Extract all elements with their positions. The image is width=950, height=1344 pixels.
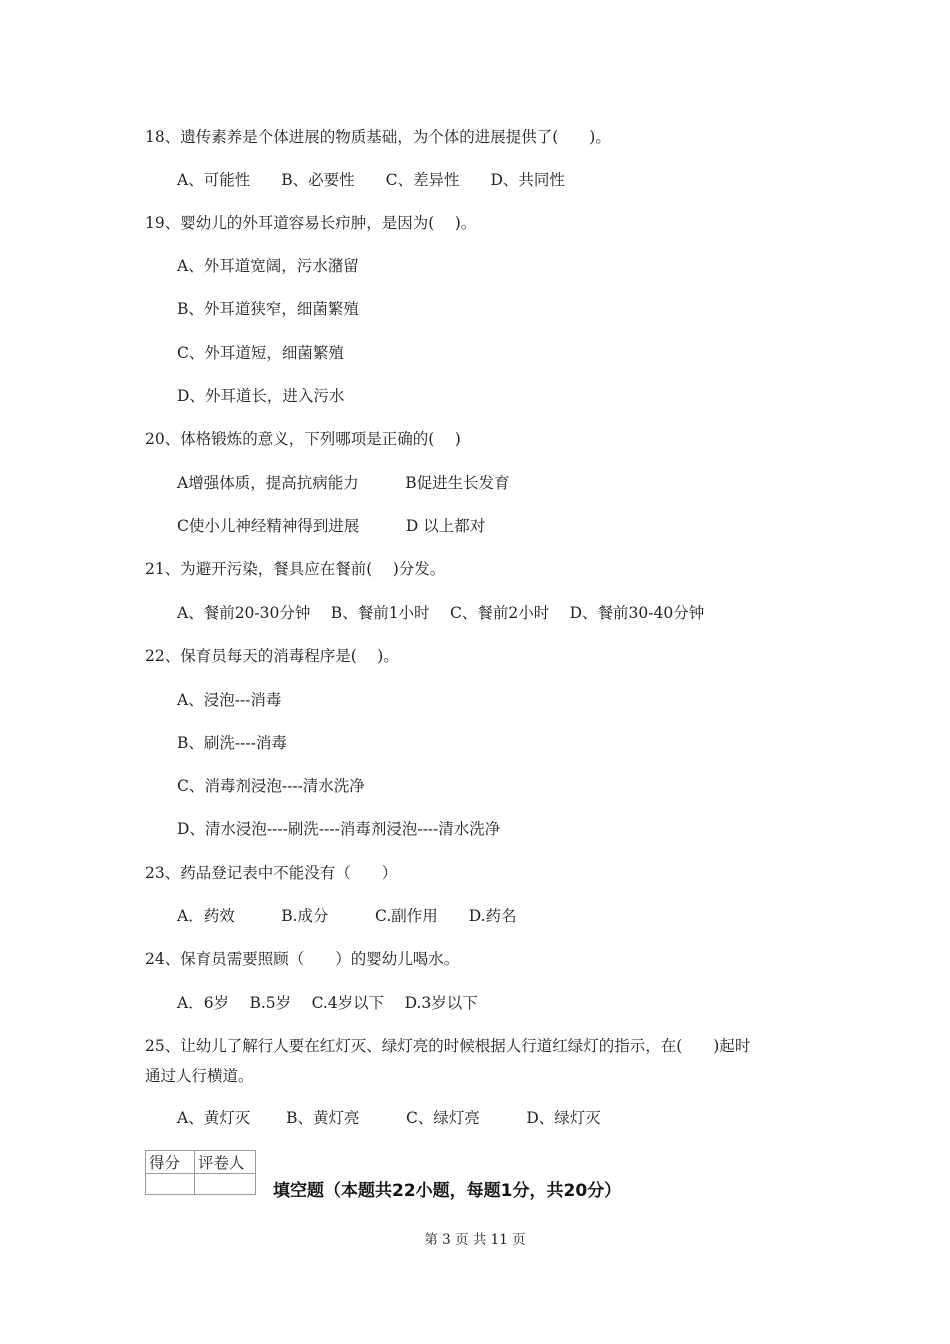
question-22-option-a: A、浸泡---消毒 bbox=[177, 691, 282, 709]
section-title: 填空题（本题共22小题，每题1分，共20分） bbox=[273, 1181, 622, 1201]
question-19-option-d: D、外耳道长，进入污水 bbox=[177, 387, 345, 405]
question-18-stem: 18、遗传素养是个体进展的物质基础，为个体的进展提供了( )。 bbox=[145, 128, 611, 146]
score-cell[interactable] bbox=[146, 1174, 195, 1195]
question-19-stem: 19、婴幼儿的外耳道容易长疖肿，是因为( )。 bbox=[145, 214, 477, 232]
score-header: 得分 bbox=[146, 1151, 195, 1174]
question-19-option-c: C、外耳道短，细菌繁殖 bbox=[177, 344, 344, 362]
page-footer: 第 3 页 共 11 页 bbox=[424, 1232, 526, 1248]
question-22-option-b: B、刷洗----消毒 bbox=[177, 734, 287, 752]
question-19-option-b: B、外耳道狭窄，细菌繁殖 bbox=[177, 300, 359, 318]
question-20-stem: 20、体格锻炼的意义，下列哪项是正确的( ) bbox=[145, 430, 461, 448]
question-22-option-d: D、清水浸泡----刷洗----消毒剂浸泡----清水洗净 bbox=[177, 820, 501, 838]
grader-cell[interactable] bbox=[195, 1174, 256, 1195]
grader-header: 评卷人 bbox=[195, 1151, 256, 1174]
question-20-options-cd: C使小儿神经精神得到进展 D 以上都对 bbox=[177, 517, 486, 535]
question-21-stem: 21、为避开污染，餐具应在餐前( )分发。 bbox=[145, 560, 446, 578]
score-table bbox=[145, 1150, 256, 1195]
question-19-option-a: A、外耳道宽阔，污水潴留 bbox=[177, 257, 359, 275]
question-21-options: A、餐前20-30分钟 B、餐前1小时 C、餐前2小时 D、餐前30-40分钟 bbox=[177, 604, 705, 622]
question-22-option-c: C、消毒剂浸泡----清水洗净 bbox=[177, 777, 365, 795]
question-22-stem: 22、保育员每天的消毒程序是( )。 bbox=[145, 647, 399, 665]
question-23-options: A．药效 B.成分 C.副作用 D.药名 bbox=[177, 907, 517, 925]
question-25-options: A、黄灯灭 B、黄灯亮 C、绿灯亮 D、绿灯灭 bbox=[177, 1109, 601, 1127]
question-25-stem: 25、让幼儿了解行人要在红灯灭、绿灯亮的时候根据人行道红绿灯的指示，在( )起时 bbox=[145, 1037, 751, 1055]
question-24-options: A．6岁 B.5岁 C.4岁以下 D.3岁以下 bbox=[177, 994, 478, 1012]
question-23-stem: 23、药品登记表中不能没有（ ） bbox=[145, 864, 398, 882]
question-20-options-ab: A增强体质，提高抗病能力 B促进生长发育 bbox=[177, 474, 510, 492]
question-24-stem: 24、保育员需要照顾（ ）的婴幼儿喝水。 bbox=[145, 950, 460, 968]
question-25-stem-continued: 通过人行横道。 bbox=[145, 1067, 254, 1085]
question-18-options: A、可能性 B、必要性 C、差异性 D、共同性 bbox=[177, 171, 565, 189]
